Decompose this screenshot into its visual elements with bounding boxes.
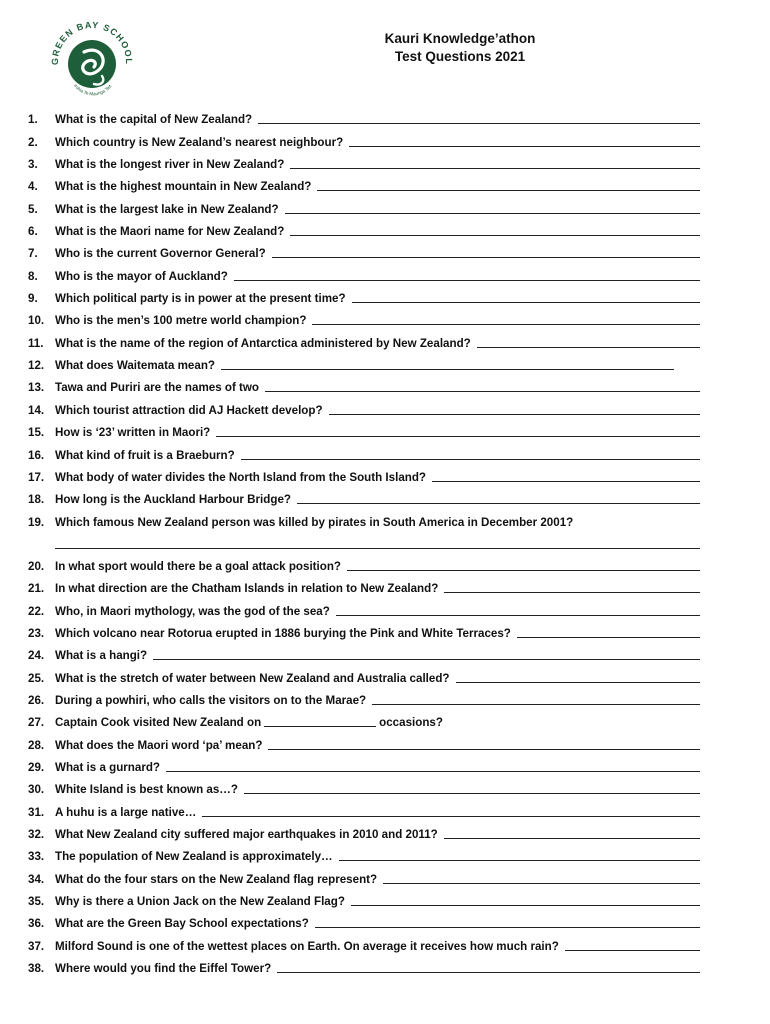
question-text: What New Zealand city suffered major earthquakes in 2010 and 2011? — [55, 828, 438, 841]
question-item — [28, 595, 700, 617]
question-text: Who is the mayor of Auckland? — [55, 269, 228, 283]
answer-line[interactable] — [383, 883, 700, 884]
question-number: 35. — [28, 895, 45, 909]
question-item — [28, 350, 700, 372]
question-item — [28, 238, 700, 260]
answer-line[interactable] — [351, 905, 700, 906]
answer-line[interactable] — [315, 927, 700, 928]
question-item — [28, 193, 700, 215]
question-number: 4. — [28, 180, 38, 194]
answer-line[interactable] — [265, 391, 700, 392]
question-number: 8. — [28, 269, 38, 283]
question-item — [28, 796, 700, 818]
answer-line[interactable] — [517, 637, 700, 638]
question-number: 33. — [28, 850, 45, 864]
answer-line[interactable] — [317, 190, 700, 191]
answer-line[interactable] — [352, 302, 700, 303]
question-item — [28, 171, 700, 193]
question-number: 28. — [28, 738, 45, 752]
question-number: 24. — [28, 649, 45, 663]
question-number: 14. — [28, 403, 45, 417]
question-number: 37. — [28, 939, 45, 953]
answer-line[interactable] — [153, 659, 700, 660]
answer-line[interactable] — [444, 838, 700, 839]
question-number: 2. — [28, 135, 38, 149]
question-item — [28, 305, 700, 327]
question-item — [28, 506, 700, 528]
question-text: What is a gurnard? — [55, 760, 160, 774]
question-number: 17. — [28, 470, 45, 484]
answer-line[interactable] — [277, 972, 700, 973]
logo-motto: irohia Te Maunga Teit — [72, 83, 113, 97]
question-number: 21. — [28, 582, 45, 596]
answer-line[interactable] — [241, 459, 700, 460]
question-text: What is the name of the region of Antarctica administered by New Zealand? — [55, 336, 471, 350]
question-text: What body of water divides the North Island from the South Island? — [55, 470, 427, 484]
question-text: A huhu is a large native… — [55, 805, 197, 819]
question-item — [28, 953, 700, 975]
question-number: 20. — [28, 559, 45, 573]
question-text: In what direction are the Chatham Islands in relation to New Zealand? — [55, 582, 439, 596]
question-text: What is a hangi? — [55, 649, 148, 663]
question-item — [28, 908, 700, 930]
question-number: 1. — [28, 113, 38, 127]
answer-line[interactable] — [258, 123, 700, 124]
question-number: 13. — [28, 381, 45, 395]
question-text: How is ‘23’ written in Maori? — [55, 426, 211, 440]
answer-line[interactable] — [264, 726, 376, 727]
answer-row — [28, 529, 700, 551]
question-text: Why is there a Union Jack on the New Zealand Flag? — [55, 895, 345, 909]
question-item — [28, 260, 700, 282]
answer-line[interactable] — [290, 235, 700, 236]
question-item — [28, 863, 700, 885]
answer-line[interactable] — [312, 324, 700, 325]
question-number: 6. — [28, 225, 38, 239]
question-text: What does Waitemata mean? — [55, 359, 215, 373]
question-list — [28, 104, 700, 975]
question-text: What is the largest lake in New Zealand? — [55, 202, 279, 216]
question-item — [28, 841, 700, 863]
question-item — [28, 662, 700, 684]
question-item — [28, 439, 700, 461]
question-item — [28, 283, 700, 305]
question-item — [28, 551, 700, 573]
question-text: Which tourist attraction did AJ Hackett develop? — [55, 403, 323, 417]
question-text-after: occasions? — [379, 716, 443, 730]
question-text: What are the Green Bay School expectations? — [55, 917, 309, 931]
question-item — [28, 707, 700, 729]
answer-line[interactable] — [349, 146, 700, 147]
answer-line[interactable] — [234, 280, 700, 281]
answer-line[interactable] — [55, 548, 700, 549]
question-number: 30. — [28, 783, 45, 797]
answer-line[interactable] — [347, 570, 700, 571]
question-item — [28, 484, 700, 506]
answer-line[interactable] — [432, 481, 700, 482]
answer-line[interactable] — [336, 615, 700, 616]
question-text: In what sport would there be a goal attack position? — [55, 559, 342, 573]
question-text: What is the stretch of water between New Zealand and Australia called? — [55, 671, 450, 685]
question-text: How long is the Auckland Harbour Bridge? — [55, 493, 291, 507]
question-number: 27. — [28, 716, 45, 730]
question-text: Who is the current Governor General? — [55, 247, 266, 261]
question-number: 19. — [28, 515, 45, 529]
question-item — [28, 618, 700, 640]
question-number: 23. — [28, 626, 45, 640]
answer-line[interactable] — [329, 414, 700, 415]
question-number: 10. — [28, 314, 45, 328]
question-text: Which political party is in power at the present time? — [55, 292, 346, 306]
question-item — [28, 774, 700, 796]
answer-line[interactable] — [477, 347, 700, 348]
question-number: 34. — [28, 872, 45, 886]
question-number: 16. — [28, 448, 45, 462]
question-item — [28, 819, 700, 841]
answer-line[interactable] — [372, 704, 700, 705]
question-number: 15. — [28, 426, 45, 440]
question-text: What is the Maori name for New Zealand? — [55, 225, 285, 239]
answer-line[interactable] — [290, 168, 700, 169]
answer-line[interactable] — [565, 950, 700, 951]
question-text: White Island is best known as…? — [55, 783, 238, 797]
answer-line[interactable] — [244, 793, 700, 794]
question-text: Tawa and Puriri are the names of two — [55, 381, 260, 395]
question-text: Where would you find the Eiffel Tower? — [55, 962, 272, 976]
answer-line[interactable] — [166, 771, 700, 772]
page-title — [300, 30, 620, 66]
question-number: 36. — [28, 917, 45, 931]
question-item — [28, 886, 700, 908]
question-text: What does the Maori word ‘pa’ mean? — [55, 738, 263, 752]
answer-line[interactable] — [444, 592, 700, 593]
answer-line[interactable] — [456, 682, 701, 683]
question-text: Who, in Maori mythology, was the god of the sea? — [55, 604, 330, 618]
answer-line[interactable] — [297, 503, 700, 504]
question-number: 12. — [28, 359, 45, 373]
question-text: Captain Cook visited New Zealand on — [55, 716, 262, 730]
school-logo — [44, 12, 140, 108]
question-item — [28, 640, 700, 662]
question-item — [28, 752, 700, 774]
question-number: 31. — [28, 805, 45, 819]
question-text: The population of New Zealand is approximately… — [55, 850, 333, 864]
question-item — [28, 104, 700, 126]
question-number: 26. — [28, 693, 45, 707]
question-item — [28, 930, 700, 952]
question-item — [28, 394, 700, 416]
question-item — [28, 462, 700, 484]
answer-line[interactable] — [216, 436, 700, 437]
question-text: What do the four stars on the New Zealand flag represent? — [55, 872, 378, 886]
question-text: What is the highest mountain in New Zealand? — [55, 180, 312, 194]
question-text: What kind of fruit is a Braeburn? — [55, 448, 235, 462]
question-text: Milford Sound is one of the wettest places on Earth. On average it receives how much rain? — [55, 939, 559, 953]
question-number: 32. — [28, 828, 45, 841]
question-number: 7. — [28, 247, 38, 261]
question-text: What is the longest river in New Zealand? — [55, 158, 285, 172]
question-item — [28, 126, 700, 148]
title-line-1: Kauri Knowledge’athon — [384, 31, 536, 46]
question-item — [28, 216, 700, 238]
answer-line[interactable] — [272, 257, 700, 258]
question-number: 3. — [28, 158, 38, 172]
question-text: Which famous New Zealand person was killed by pirates in South America in December 2001? — [55, 515, 574, 529]
answer-line[interactable] — [285, 213, 700, 214]
question-item — [28, 685, 700, 707]
title-line-2: Test Questions 2021 — [394, 49, 526, 64]
answer-line[interactable] — [339, 860, 700, 861]
question-text: Which country is New Zealand’s nearest neighbour? — [55, 135, 344, 149]
answer-line[interactable] — [221, 369, 674, 370]
question-text: Which volcano near Rotorua erupted in 1886 burying the Pink and White Terraces? — [55, 626, 511, 640]
question-item — [28, 149, 700, 171]
question-number: 22. — [28, 604, 45, 618]
question-text: During a powhiri, who calls the visitors on to the Marae? — [55, 693, 367, 707]
question-number: 5. — [28, 202, 38, 216]
question-item — [28, 417, 700, 439]
answer-line[interactable] — [268, 749, 700, 750]
logo-arc-text: GREEN BAY SCHOOL — [49, 19, 135, 66]
question-text: Who is the men’s 100 metre world champion? — [55, 314, 307, 328]
answer-line[interactable] — [202, 816, 700, 817]
question-number: 18. — [28, 493, 45, 507]
question-item — [28, 729, 700, 751]
question-item — [28, 573, 700, 595]
question-number: 38. — [28, 962, 45, 976]
question-item — [28, 327, 700, 349]
question-number: 29. — [28, 760, 45, 774]
question-text: What is the capital of New Zealand? — [55, 113, 253, 127]
question-number: 11. — [28, 336, 44, 350]
question-item — [28, 372, 700, 394]
question-number: 9. — [28, 292, 38, 306]
question-number: 25. — [28, 671, 45, 685]
